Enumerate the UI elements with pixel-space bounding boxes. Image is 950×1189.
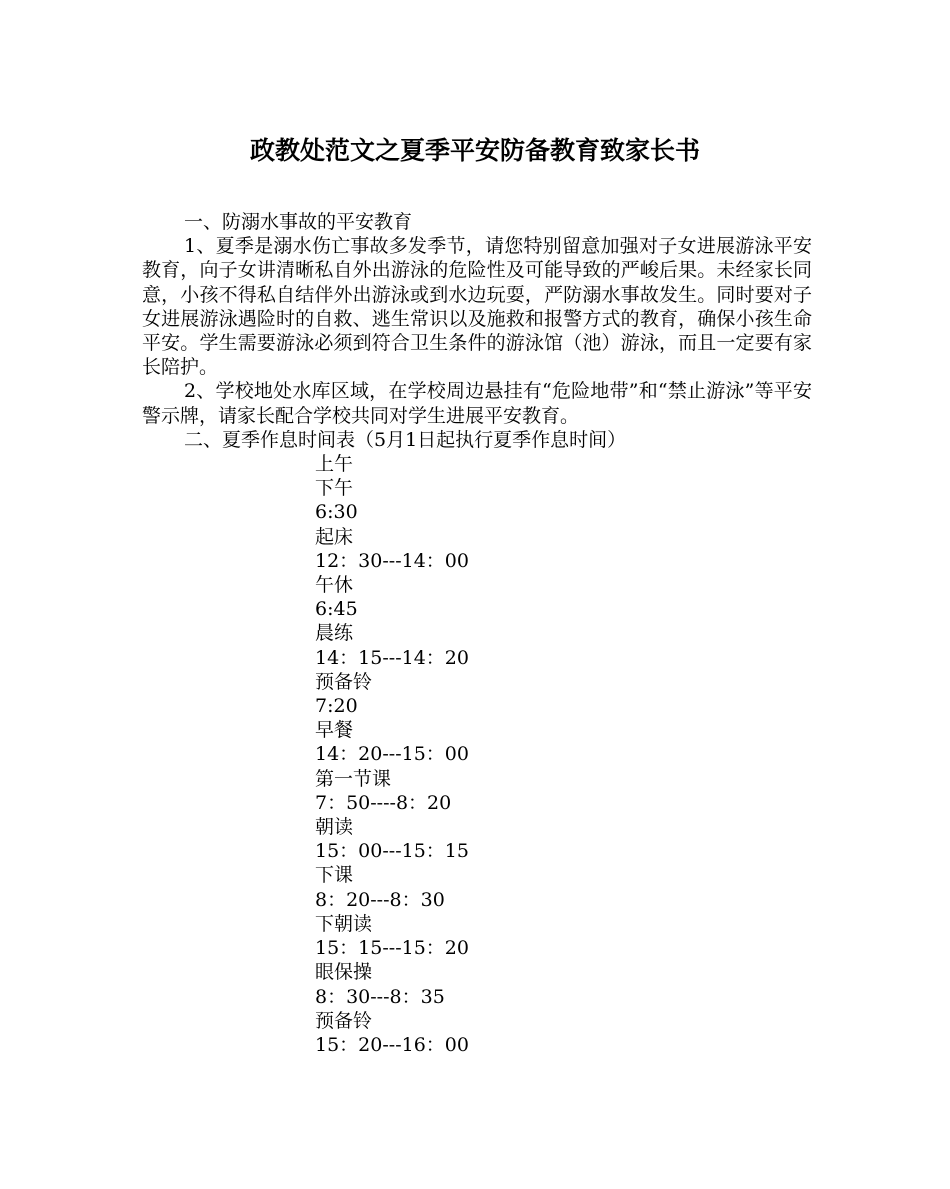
schedule-item: 晨练	[315, 622, 354, 645]
schedule-item: 8：20---8：30	[315, 888, 445, 911]
schedule-item: 15：00---15：15	[315, 840, 469, 863]
section-heading-schedule: 二、夏季作息时间表（5月1日起执行夏季作息时间）	[184, 428, 627, 451]
schedule-item: 午休	[315, 574, 354, 597]
schedule-item: 预备铃	[315, 670, 373, 693]
schedule-item: 下课	[315, 864, 354, 887]
schedule-item: 下午	[315, 477, 354, 500]
schedule-list	[142, 452, 812, 1057]
schedule-item: 早餐	[315, 719, 354, 742]
schedule-item: 14：15---14：20	[315, 646, 469, 669]
paragraph-reservoir-warning: 2、学校地处水库区域，在学校周边悬挂有“危险地带”和“禁止游泳”等平安警示牌，请家长配合学校共同对学生进展平安教育。	[142, 380, 812, 427]
schedule-item: 预备铃	[315, 1009, 373, 1032]
schedule-item: 6:45	[315, 598, 358, 621]
schedule-item: 15：20---16：00	[315, 1033, 469, 1056]
schedule-item: 起床	[315, 525, 354, 548]
schedule-item: 6:30	[315, 501, 358, 524]
schedule-item: 8：30---8：35	[315, 985, 445, 1008]
schedule-item: 15：15---15：20	[315, 937, 469, 960]
document-title: 政教处范文之夏季平安防备教育致家长书	[249, 136, 700, 165]
schedule-item: 7：50----8：20	[315, 791, 452, 814]
schedule-item: 第一节课	[315, 767, 392, 790]
schedule-item: 朝读	[315, 816, 354, 839]
section-heading-drowning: 一、防溺水事故的平安教育	[184, 211, 413, 233]
schedule-item: 14：20---15：00	[315, 743, 469, 766]
schedule-item: 眼保操	[315, 961, 373, 984]
paragraph-swimming-safety: 1、夏季是溺水伤亡事故多发季节，请您特别留意加强对子女进展游泳平安教育，向子女讲清晰私自外出游泳的危险性及可能导致的严峻后果。未经家长同意，小孩不得私自结伴外出游泳或到水边玩耍，严防溺水事故发生。同时要对子女进展游泳遇险时的自救、逃生常识以及施救和报警方式的教育，确保小孩生命平安。学生需要游泳必须到符合卫生条件的游泳馆（池）游泳，而且一定要有家长陪护。	[142, 235, 812, 379]
schedule-item: 7:20	[315, 695, 358, 718]
document-body	[142, 210, 812, 1057]
schedule-item: 上午	[315, 453, 354, 476]
schedule-item: 下朝读	[315, 912, 373, 935]
schedule-item: 12：30---14：00	[315, 549, 469, 572]
